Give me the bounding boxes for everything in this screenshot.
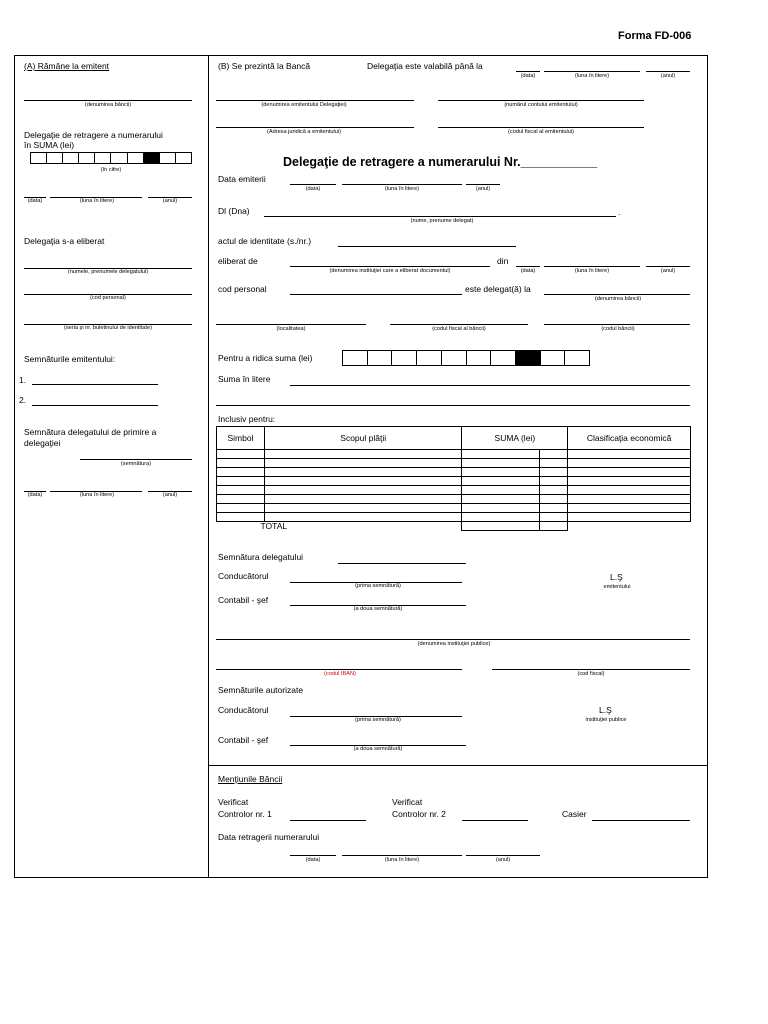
header-purpose: Scopul plăţii — [264, 427, 462, 450]
table-total-row[interactable] — [217, 522, 691, 531]
fiscal-code-line[interactable] — [492, 669, 690, 670]
bank-notes-divider — [208, 765, 708, 766]
issuer-signatures-label: Semnăturile emitentului: — [24, 354, 116, 364]
controller-2-line[interactable] — [462, 820, 528, 821]
cashier-label: Casier — [562, 809, 587, 819]
valid-year-caption: (anul) — [660, 73, 676, 79]
issuer-name-caption: (denumirea emitentului Delegaţiei) — [261, 102, 347, 108]
ls-public: L.Ş — [599, 705, 612, 715]
personal-code-label: cod personal — [218, 284, 267, 294]
delegate-signature-label-1: Semnătura delegatului de primire a — [24, 427, 157, 437]
issue-month-caption: (luna în litere) — [384, 186, 420, 192]
locality-line[interactable] — [216, 324, 366, 325]
id-caption: (seria şi nr. buletinului de identitate) — [64, 325, 152, 331]
table-row[interactable] — [217, 468, 691, 477]
valid-date-line[interactable] — [516, 71, 540, 72]
institution-caption: (denumirea instituţiei care a eliberat documentul) — [329, 268, 451, 274]
authorized-signatures-label: Semnăturile autorizate — [218, 685, 304, 695]
withdraw-month-line[interactable] — [342, 855, 462, 856]
delegate-signature-field[interactable] — [338, 563, 466, 564]
issuer-fiscal-caption: (codul fiscal al emitentului) — [508, 129, 574, 135]
chief-accountant-label: Contabil - şef — [218, 595, 269, 605]
iban-caption: (codul IBAN) — [324, 671, 356, 677]
withdraw-sum-boxes[interactable] — [342, 350, 590, 366]
date-caption-2: (data) — [27, 492, 43, 498]
date-caption: (data) — [27, 198, 43, 204]
from-date-line[interactable] — [516, 266, 540, 267]
legal-address-line[interactable] — [216, 127, 414, 128]
issuer-fiscal-line[interactable] — [438, 127, 644, 128]
header-sum: SUMA (lei) — [462, 427, 568, 450]
issued-by-line[interactable] — [290, 266, 490, 267]
delegate-signature-label-2: delegaţiei — [24, 438, 61, 448]
withdraw-year-caption: (anul) — [495, 857, 511, 863]
digits-caption: (în cifre) — [100, 167, 122, 173]
iban-line[interactable] — [216, 669, 462, 670]
issuer-account-line[interactable] — [438, 100, 644, 101]
issue-year-caption: (anul) — [475, 186, 491, 192]
delegate-full-name-line[interactable] — [264, 216, 616, 217]
sum-words-line-2[interactable] — [216, 405, 690, 406]
controller-2-label: Controlor nr. 2 — [392, 809, 446, 819]
mr-mrs-label: Dl (Dna) — [218, 206, 250, 216]
controller-1-line[interactable] — [290, 820, 366, 821]
issue-month-line[interactable] — [342, 184, 462, 185]
withdraw-date-label: Data retragerii numerarului — [218, 832, 320, 842]
bank-name-field-line[interactable] — [544, 294, 690, 295]
form-title: Delegaţie de retragere a numerarului Nr.___________ — [283, 155, 598, 169]
withdraw-date-caption: (data) — [305, 857, 321, 863]
delegate-signature-label: Semnătura delegatului — [218, 552, 304, 562]
bank-name-field-caption: (denumirea băncii) — [594, 296, 642, 302]
public-stamp-caption: instituţiei publice — [585, 717, 627, 723]
id-doc-line[interactable] — [338, 246, 516, 247]
from-year-line[interactable] — [646, 266, 690, 267]
issue-date-label: Data emiterii — [218, 174, 266, 184]
from-year-caption: (anul) — [660, 268, 676, 274]
signature-1-label: 1. — [19, 375, 27, 385]
fiscal-code-caption: (cod fiscal) — [577, 671, 605, 677]
table-row[interactable] — [217, 486, 691, 495]
withdraw-year-line[interactable] — [466, 855, 540, 856]
second-signature-caption-2: (a doua semnătură) — [353, 746, 403, 752]
issued-to-label: Delegaţia s-a eliberat — [24, 236, 105, 246]
locality-caption: (localitatea) — [276, 326, 306, 332]
delegate-name-caption: (numele, prenumele delegatului) — [67, 269, 149, 275]
section-a-title: (A) Rămâne la emitent — [24, 61, 110, 71]
from-date-caption: (data) — [520, 268, 536, 274]
from-label: din — [497, 256, 509, 266]
from-month-line[interactable] — [544, 266, 640, 267]
signature-2-line[interactable] — [32, 405, 158, 406]
from-month-caption: (luna în litere) — [574, 268, 610, 274]
is-delegate-label: este delegat(ă) la — [465, 284, 531, 294]
bank-fiscal-caption: (codul fiscal al băncii) — [432, 326, 486, 332]
table-row[interactable] — [217, 459, 691, 468]
month-caption-2: (luna în litere) — [79, 492, 115, 498]
delegate-signature-line[interactable] — [80, 459, 192, 460]
bank-notes-title: Menţiunile Băncii — [218, 774, 283, 784]
second-signature-caption: (a doua semnătură) — [353, 606, 403, 612]
first-signature-caption-2: (prima semnătură) — [355, 717, 401, 723]
public-institution-caption: (denumirea instituţiei publice) — [417, 641, 491, 647]
ls-issuer: L.Ş — [610, 572, 623, 582]
public-institution-line[interactable] — [216, 639, 690, 640]
table-row[interactable] — [217, 495, 691, 504]
signature-1-line[interactable] — [32, 384, 158, 385]
valid-year-line[interactable] — [646, 71, 690, 72]
issue-date-caption: (data) — [305, 186, 321, 192]
header-symbol: Simbol — [217, 427, 265, 450]
id-doc-label: actul de identitate (s./nr.) — [218, 236, 312, 246]
issue-date-line[interactable] — [290, 184, 336, 185]
valid-date-caption: (data) — [520, 73, 536, 79]
total-label: TOTAL — [217, 522, 462, 531]
withdraw-label: Delegaţie de retragere a numerarului — [24, 130, 163, 140]
table-row[interactable] — [217, 504, 691, 513]
legal-address-caption: (Adresa juridică a emitentului) — [267, 129, 341, 135]
personal-code-caption: (cod personal) — [90, 295, 126, 301]
signature-2-label: 2. — [19, 395, 27, 405]
section-b-title: (B) Se prezintă la Bancă — [218, 61, 311, 71]
valid-month-line[interactable] — [544, 71, 640, 72]
signature-caption: (semnătura) — [120, 461, 152, 467]
bank-code-caption: (codul băncii) — [601, 326, 635, 332]
including-label: Inclusiv pentru: — [218, 414, 276, 424]
issue-year-line[interactable] — [466, 184, 500, 185]
personal-code-field-line[interactable] — [290, 294, 462, 295]
controller-1-label: Controlor nr. 1 — [218, 809, 272, 819]
month-caption: (luna în litere) — [79, 198, 115, 204]
to-withdraw-label: Pentru a ridica suma (lei) — [218, 353, 313, 363]
first-signature-caption: (prima semnătură) — [355, 583, 401, 589]
withdraw-date-line[interactable] — [290, 855, 336, 856]
issuer-name-line[interactable] — [216, 100, 414, 101]
name-end-dot: . — [618, 207, 621, 217]
bank-code-line[interactable] — [544, 324, 690, 325]
bank-fiscal-line[interactable] — [390, 324, 528, 325]
head-label-2: Conducătorul — [218, 705, 269, 715]
verified-2-label: Verificat — [392, 797, 423, 807]
bank-name-line[interactable] — [24, 100, 192, 101]
sum-words-label: Suma în litere — [218, 374, 271, 384]
issuer-stamp-caption: emitentului — [603, 584, 631, 590]
bank-name-caption: (denumirea băncii) — [84, 102, 132, 108]
year-caption: (anul) — [162, 198, 178, 204]
head-label: Conducătorul — [218, 571, 269, 581]
header-classification: Clasificaţia economică — [568, 427, 691, 450]
sum-words-line-1[interactable] — [290, 385, 690, 386]
name-caption: (nume, prenume delegat) — [410, 218, 474, 224]
table-row[interactable] — [217, 450, 691, 459]
withdraw-month-caption: (luna în litere) — [384, 857, 420, 863]
valid-until-label: Delegaţia este valabilă până la — [367, 61, 483, 71]
sum-label: în SUMA (lei) — [24, 140, 75, 150]
issuer-account-caption: (numărul contului emitentului) — [504, 102, 578, 108]
issued-by-label: eliberat de — [218, 256, 258, 266]
chief-accountant-label-2: Contabil - şef — [218, 735, 269, 745]
sum-digits-boxes[interactable] — [30, 152, 192, 164]
year-caption-2: (anul) — [162, 492, 178, 498]
table-row[interactable] — [217, 513, 691, 522]
form-code: Forma FD-006 — [618, 30, 692, 42]
column-divider — [208, 55, 209, 878]
verified-1-label: Verificat — [218, 797, 249, 807]
table-row[interactable] — [217, 477, 691, 486]
cashier-line[interactable] — [592, 820, 690, 821]
valid-month-caption: (luna în litere) — [574, 73, 610, 79]
payment-table — [216, 426, 691, 531]
